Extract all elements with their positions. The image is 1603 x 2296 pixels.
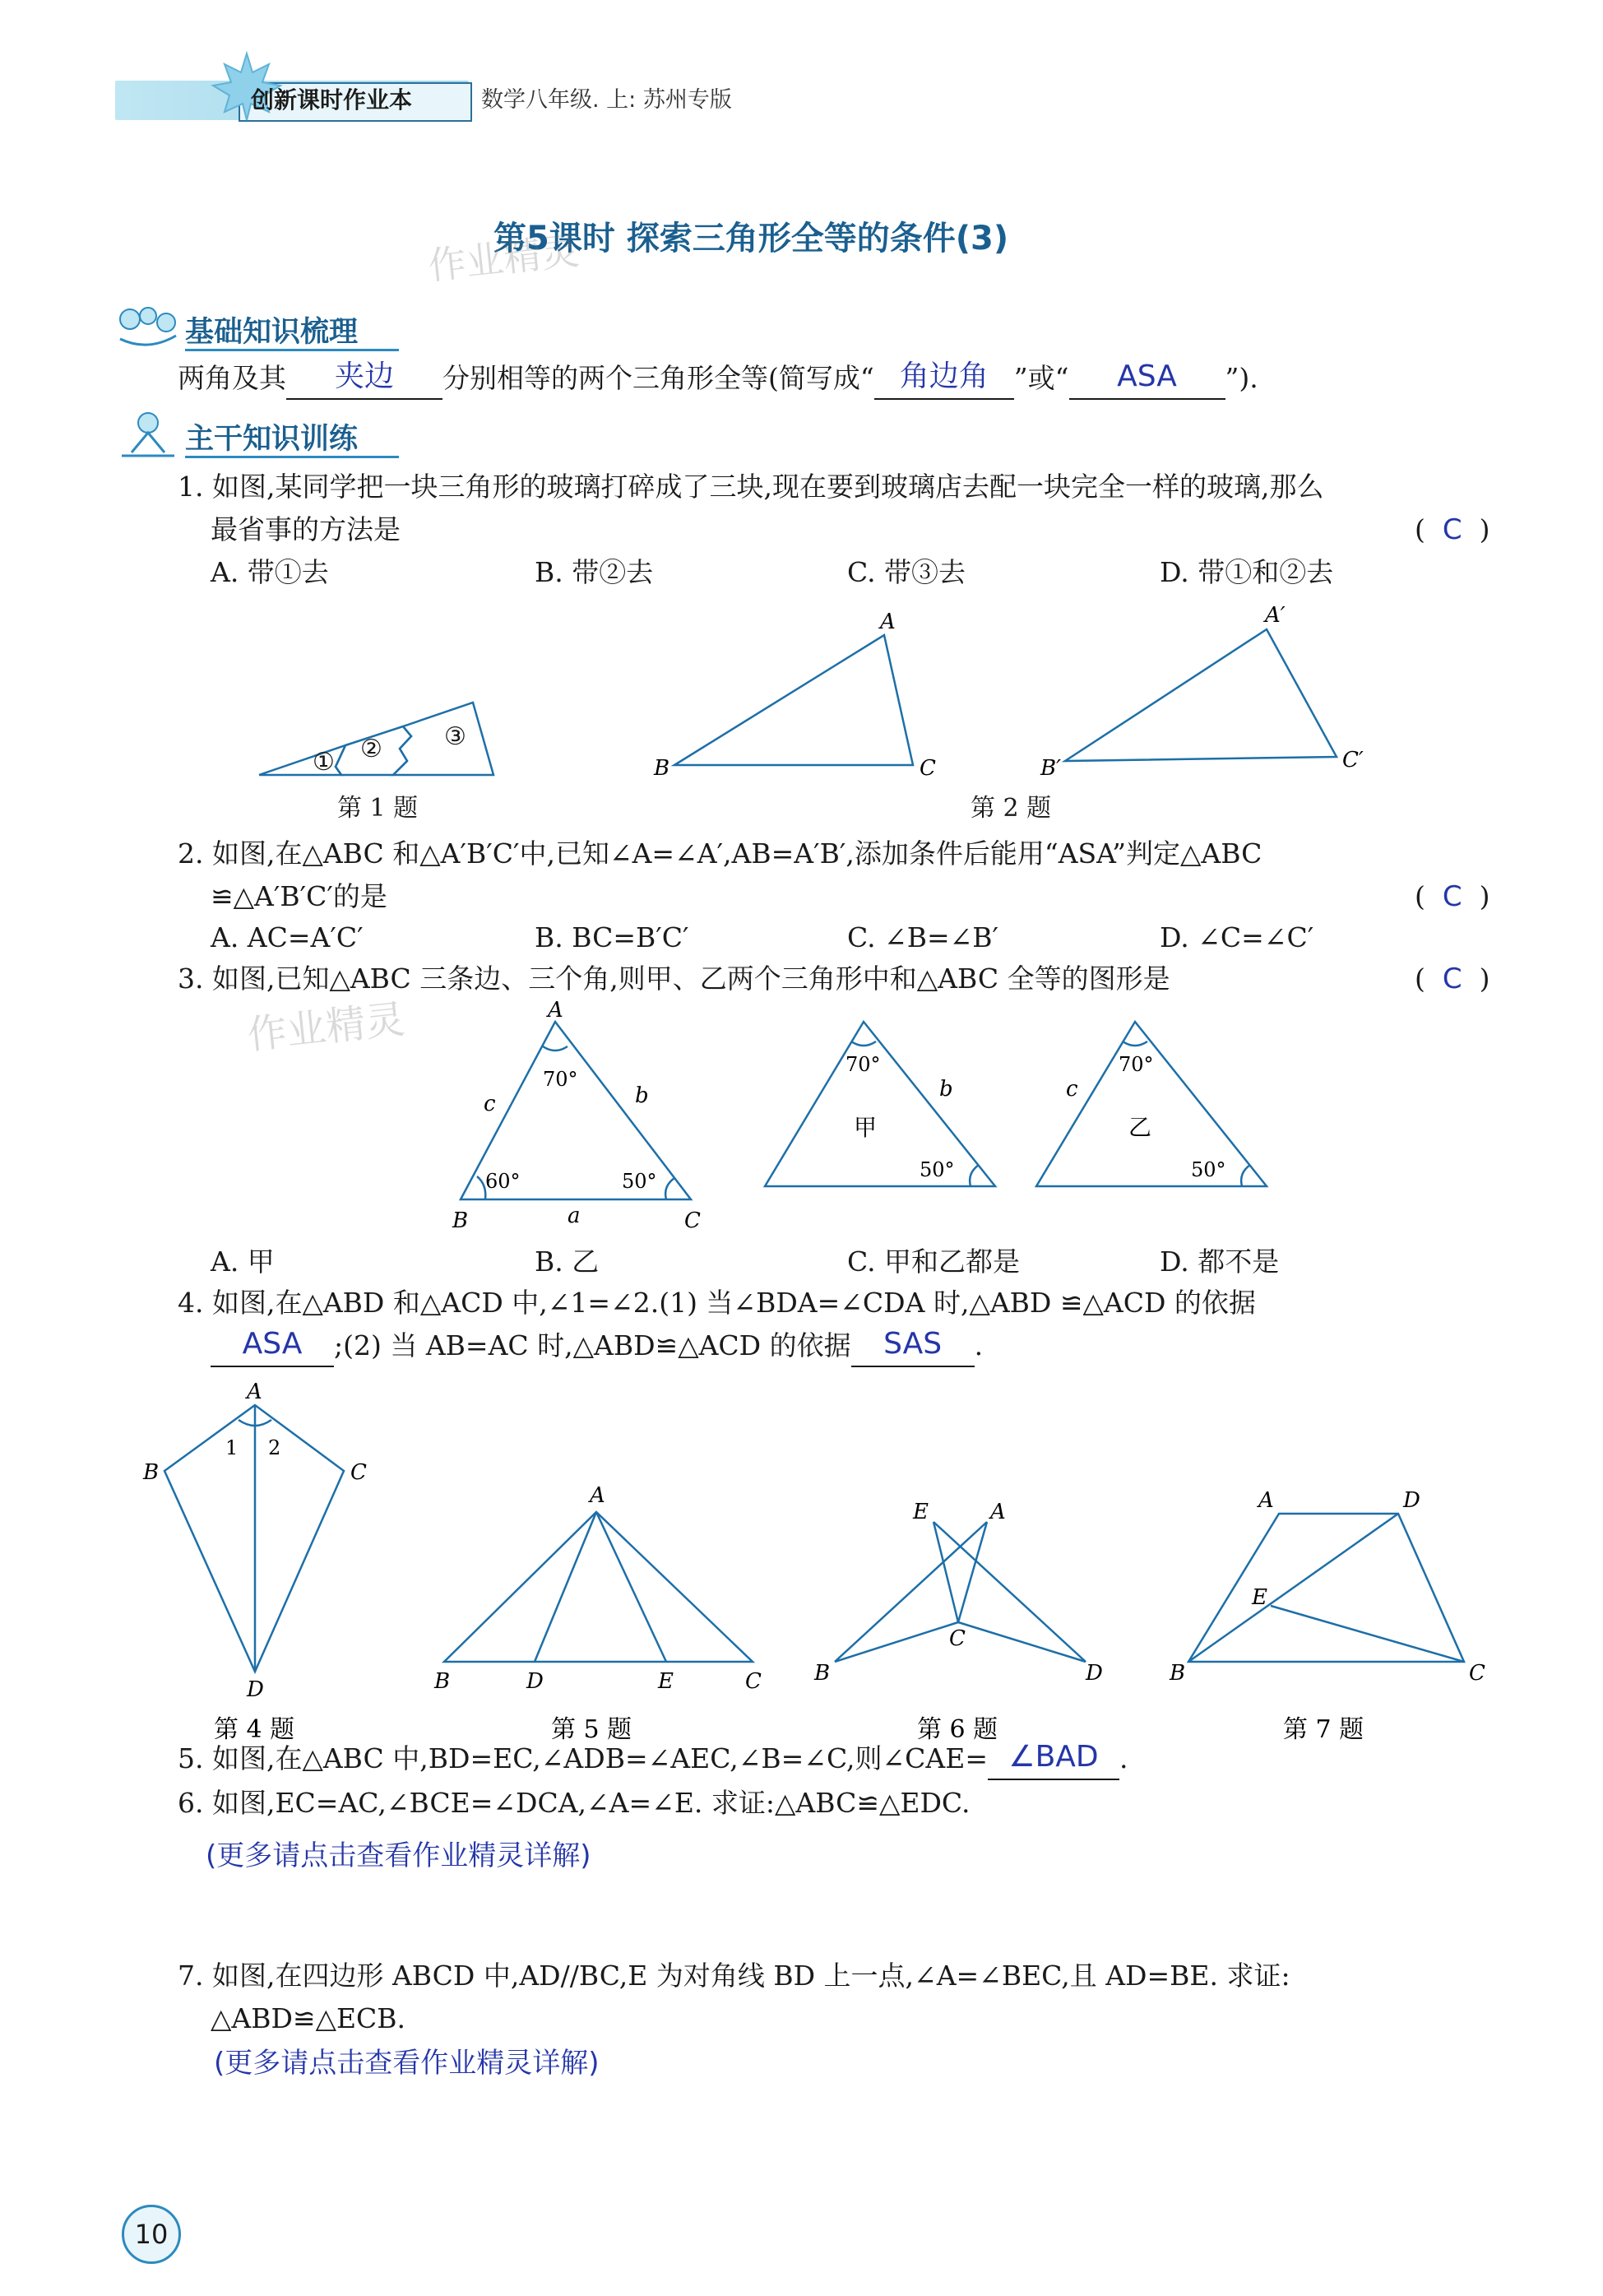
- fig3-label-b: B: [452, 1208, 469, 1233]
- fig6-label-e: E: [913, 1500, 929, 1524]
- fig5-label-e: E: [658, 1669, 674, 1694]
- watermark: 作业精灵: [425, 228, 581, 289]
- fig3-yi-side: c: [1066, 1077, 1078, 1102]
- fig6-line-bc: [835, 1622, 958, 1662]
- q3-option-d: D. 都不是: [1160, 1245, 1280, 1278]
- fig6-line-ac: [958, 1522, 987, 1622]
- fig3-angle-b: 60°: [485, 1170, 521, 1193]
- fig2-label-a-prime: A′: [1265, 603, 1286, 628]
- fig3-angle-c: 50°: [622, 1170, 657, 1193]
- figure-3: [428, 998, 1374, 1234]
- fig3-yi-angle-top: 70°: [1119, 1053, 1154, 1076]
- book-subtitle: 数学八年级. 上: 苏州专版: [481, 87, 732, 113]
- q3-answer-paren: ( C ): [1415, 962, 1490, 995]
- fig2-label-c: C: [920, 756, 936, 781]
- fig3-label-c: C: [684, 1208, 701, 1233]
- fig3-angle-a: 70°: [543, 1068, 578, 1091]
- fig3-arc-c: [665, 1178, 674, 1199]
- q3-option-c: C. 甲和乙都是: [847, 1245, 1021, 1278]
- fig2-label-b-prime: B′: [1040, 756, 1062, 781]
- fig2-triangle-abc: [674, 635, 913, 765]
- section-basic-label: 基础知识梳理: [185, 316, 359, 349]
- fig2-label-b: B: [654, 756, 670, 781]
- fig4-label-a: A: [247, 1380, 262, 1404]
- fig7-label-a: A: [1258, 1488, 1274, 1513]
- fig4-label-c: C: [350, 1460, 367, 1485]
- fig7-label-d: D: [1403, 1488, 1420, 1513]
- fig7-diagonal-bd: [1188, 1514, 1398, 1662]
- fig1-label-2: ②: [360, 735, 382, 763]
- fig5-label-b: B: [434, 1669, 451, 1694]
- fig5-label-d: D: [526, 1669, 544, 1694]
- fig3-jia-angle-right: 50°: [920, 1158, 955, 1181]
- fig7-label-c: C: [1469, 1661, 1485, 1686]
- fig3-side-b: b: [635, 1083, 649, 1108]
- fig3-arc-a: [543, 1046, 568, 1051]
- q7-more-link[interactable]: (更多请点击查看作业精灵详解): [214, 2047, 600, 2080]
- section-training-label: 主干知识训练: [185, 423, 359, 456]
- q2-option-b: B. BC=B′C′: [535, 921, 689, 953]
- figure-1-2: [247, 592, 1398, 823]
- fig3-jia-angle-top: 70°: [846, 1053, 881, 1076]
- section-training-underline: [185, 456, 399, 458]
- q2-option-a: A. AC=A′C′: [211, 921, 364, 953]
- q4-line1: 4. 如图,在△ABD 和△ACD 中,∠1=∠2.(1) 当∠BDA=∠CDA 时,△ABD ≌△ACD 的依据: [178, 1287, 1256, 1319]
- basic-knowledge-line: 两角及其 夹边 分别相等的两个三角形全等(简写成“ 角边角 ”或“ ASA ”).: [178, 357, 1258, 400]
- q6-text: 6. 如图,EC=AC,∠BCE=∠DCA,∠A=∠E. 求证:△ABC≌△EDC.: [178, 1787, 971, 1819]
- q1-option-d: D. 带①和②去: [1160, 556, 1334, 588]
- fig2-caption: 第 2 题: [971, 794, 1052, 823]
- q2-line1: 2. 如图,在△ABC 和△A′B′C′中,已知∠A=∠A′,AB=A′B′,添加条件后能用“ASA”判定△ABC: [178, 837, 1262, 870]
- fig6-label-a: A: [990, 1500, 1006, 1524]
- q2-option-c: C. ∠B=∠B′: [847, 921, 998, 953]
- page-title: 第5课时 探索三角形全等的条件(3): [493, 220, 1009, 257]
- fig4-angle-1: 1: [225, 1436, 239, 1459]
- q1-line2: 最省事的方法是: [211, 513, 401, 545]
- fig3-arc-jia-right: [970, 1165, 979, 1186]
- book-title: 创新课时作业本: [251, 86, 413, 114]
- fig5-caption: 第 5 题: [551, 1715, 632, 1744]
- fig7-label-e: E: [1252, 1585, 1267, 1610]
- q2-answer-paren: ( C ): [1415, 880, 1490, 913]
- fig5-label-c: C: [745, 1669, 762, 1694]
- fig4-caption: 第 4 题: [214, 1715, 295, 1744]
- q4-answer-blank-2: SAS: [851, 1333, 975, 1367]
- fig5-triangle: [444, 1512, 753, 1662]
- fig6-label-b: B: [814, 1661, 831, 1686]
- fig3-yi-name: 乙: [1128, 1114, 1152, 1141]
- fig2-label-a: A: [880, 610, 896, 634]
- fig1-label-1: ①: [313, 748, 335, 777]
- answer-blank-3: ASA: [1069, 365, 1225, 400]
- fig3-side-a: a: [568, 1204, 581, 1228]
- fig7-label-b: B: [1170, 1661, 1186, 1686]
- fig2-label-c-prime: C′: [1342, 748, 1364, 772]
- fig3-jia-side: b: [939, 1077, 953, 1102]
- fig3-label-a: A: [548, 998, 563, 1023]
- fig4-label-b: B: [143, 1460, 160, 1485]
- fig3-arc-yi-top: [1123, 1041, 1147, 1046]
- q4-line2: ASA ;(2) 当 AB=AC 时,△ABD≌△ACD 的依据 SAS .: [211, 1324, 983, 1367]
- q7-line2: △ABD≌△ECB.: [211, 2002, 406, 2034]
- fig1-label-3: ③: [444, 722, 466, 751]
- fig3-arc-jia-top: [851, 1041, 876, 1046]
- figures-4-to-7: [132, 1366, 1513, 1744]
- q3-option-a: A. 甲: [211, 1245, 275, 1278]
- q1-option-c: C. 带③去: [847, 556, 966, 588]
- fig3-arc-yi-right: [1241, 1165, 1250, 1186]
- fig6-line-ec: [934, 1522, 958, 1622]
- q1-option-b: B. 带②去: [535, 556, 654, 588]
- answer-blank-1: 夹边: [286, 365, 442, 400]
- fig6-line-cd: [958, 1622, 1086, 1662]
- fig7-trapezoid: [1188, 1514, 1464, 1662]
- fig5-line-ad: [535, 1512, 596, 1662]
- fig1-caption: 第 1 题: [337, 794, 419, 823]
- q7-line1: 7. 如图,在四边形 ABCD 中,AD//BC,E 为对角线 BD 上一点,∠A=∠BEC,且 AD=BE. 求证:: [178, 1960, 1290, 1992]
- fig3-triangle-yi: [1036, 1022, 1267, 1186]
- q6-more-link[interactable]: (更多请点击查看作业精灵详解): [206, 1839, 591, 1872]
- section-basic-underline: [185, 349, 399, 351]
- fig3-side-c: c: [484, 1092, 496, 1116]
- fig3-arc-b: [477, 1176, 485, 1199]
- fig7-caption: 第 7 题: [1283, 1715, 1364, 1744]
- fig3-yi-angle-right: 50°: [1191, 1158, 1226, 1181]
- q3-option-b: B. 乙: [535, 1245, 600, 1278]
- q1-answer-paren: ( C ): [1415, 513, 1490, 546]
- fig6-label-d: D: [1086, 1661, 1103, 1686]
- fig2-triangle-abc-prime: [1065, 629, 1337, 761]
- q5-line: 5. 如图,在△ABC 中,BD=EC,∠ADB=∠AEC,∠B=∠C,则∠CAE= ∠BAD .: [178, 1737, 1128, 1780]
- fig6-label-c: C: [949, 1626, 966, 1651]
- fig7-line-ec: [1271, 1606, 1464, 1662]
- answer-blank-2: 角边角: [874, 365, 1014, 400]
- fig3-jia-name: 甲: [854, 1114, 878, 1141]
- q1-option-a: A. 带①去: [211, 556, 329, 588]
- q2-line2: ≌△A′B′C′的是: [211, 880, 387, 912]
- knowledge-icon: [115, 303, 181, 352]
- q2-option-d: D. ∠C=∠C′: [1160, 921, 1314, 953]
- fig5-label-a: A: [590, 1483, 605, 1508]
- q4-answer-blank-1: ASA: [211, 1333, 334, 1367]
- fig4-angle-2: 2: [268, 1436, 281, 1459]
- q5-answer-blank: ∠BAD: [988, 1746, 1119, 1780]
- training-icon: [115, 408, 181, 461]
- fig3-triangle-jia: [765, 1022, 995, 1186]
- fig5-line-ae: [596, 1512, 666, 1662]
- watermark-2: 作业精灵: [245, 996, 407, 1059]
- fig4-label-d: D: [247, 1677, 264, 1702]
- fig6-caption: 第 6 题: [917, 1715, 998, 1744]
- q1-line1: 1. 如图,某同学把一块三角形的玻璃打碎成了三块,现在要到玻璃店去配一块完全一样的玻璃,那么: [178, 471, 1324, 503]
- q3-line1: 3. 如图,已知△ABC 三条边、三个角,则甲、乙两个三角形中和△ABC 全等的图形是: [178, 962, 1170, 995]
- page-number: 10: [122, 2205, 181, 2264]
